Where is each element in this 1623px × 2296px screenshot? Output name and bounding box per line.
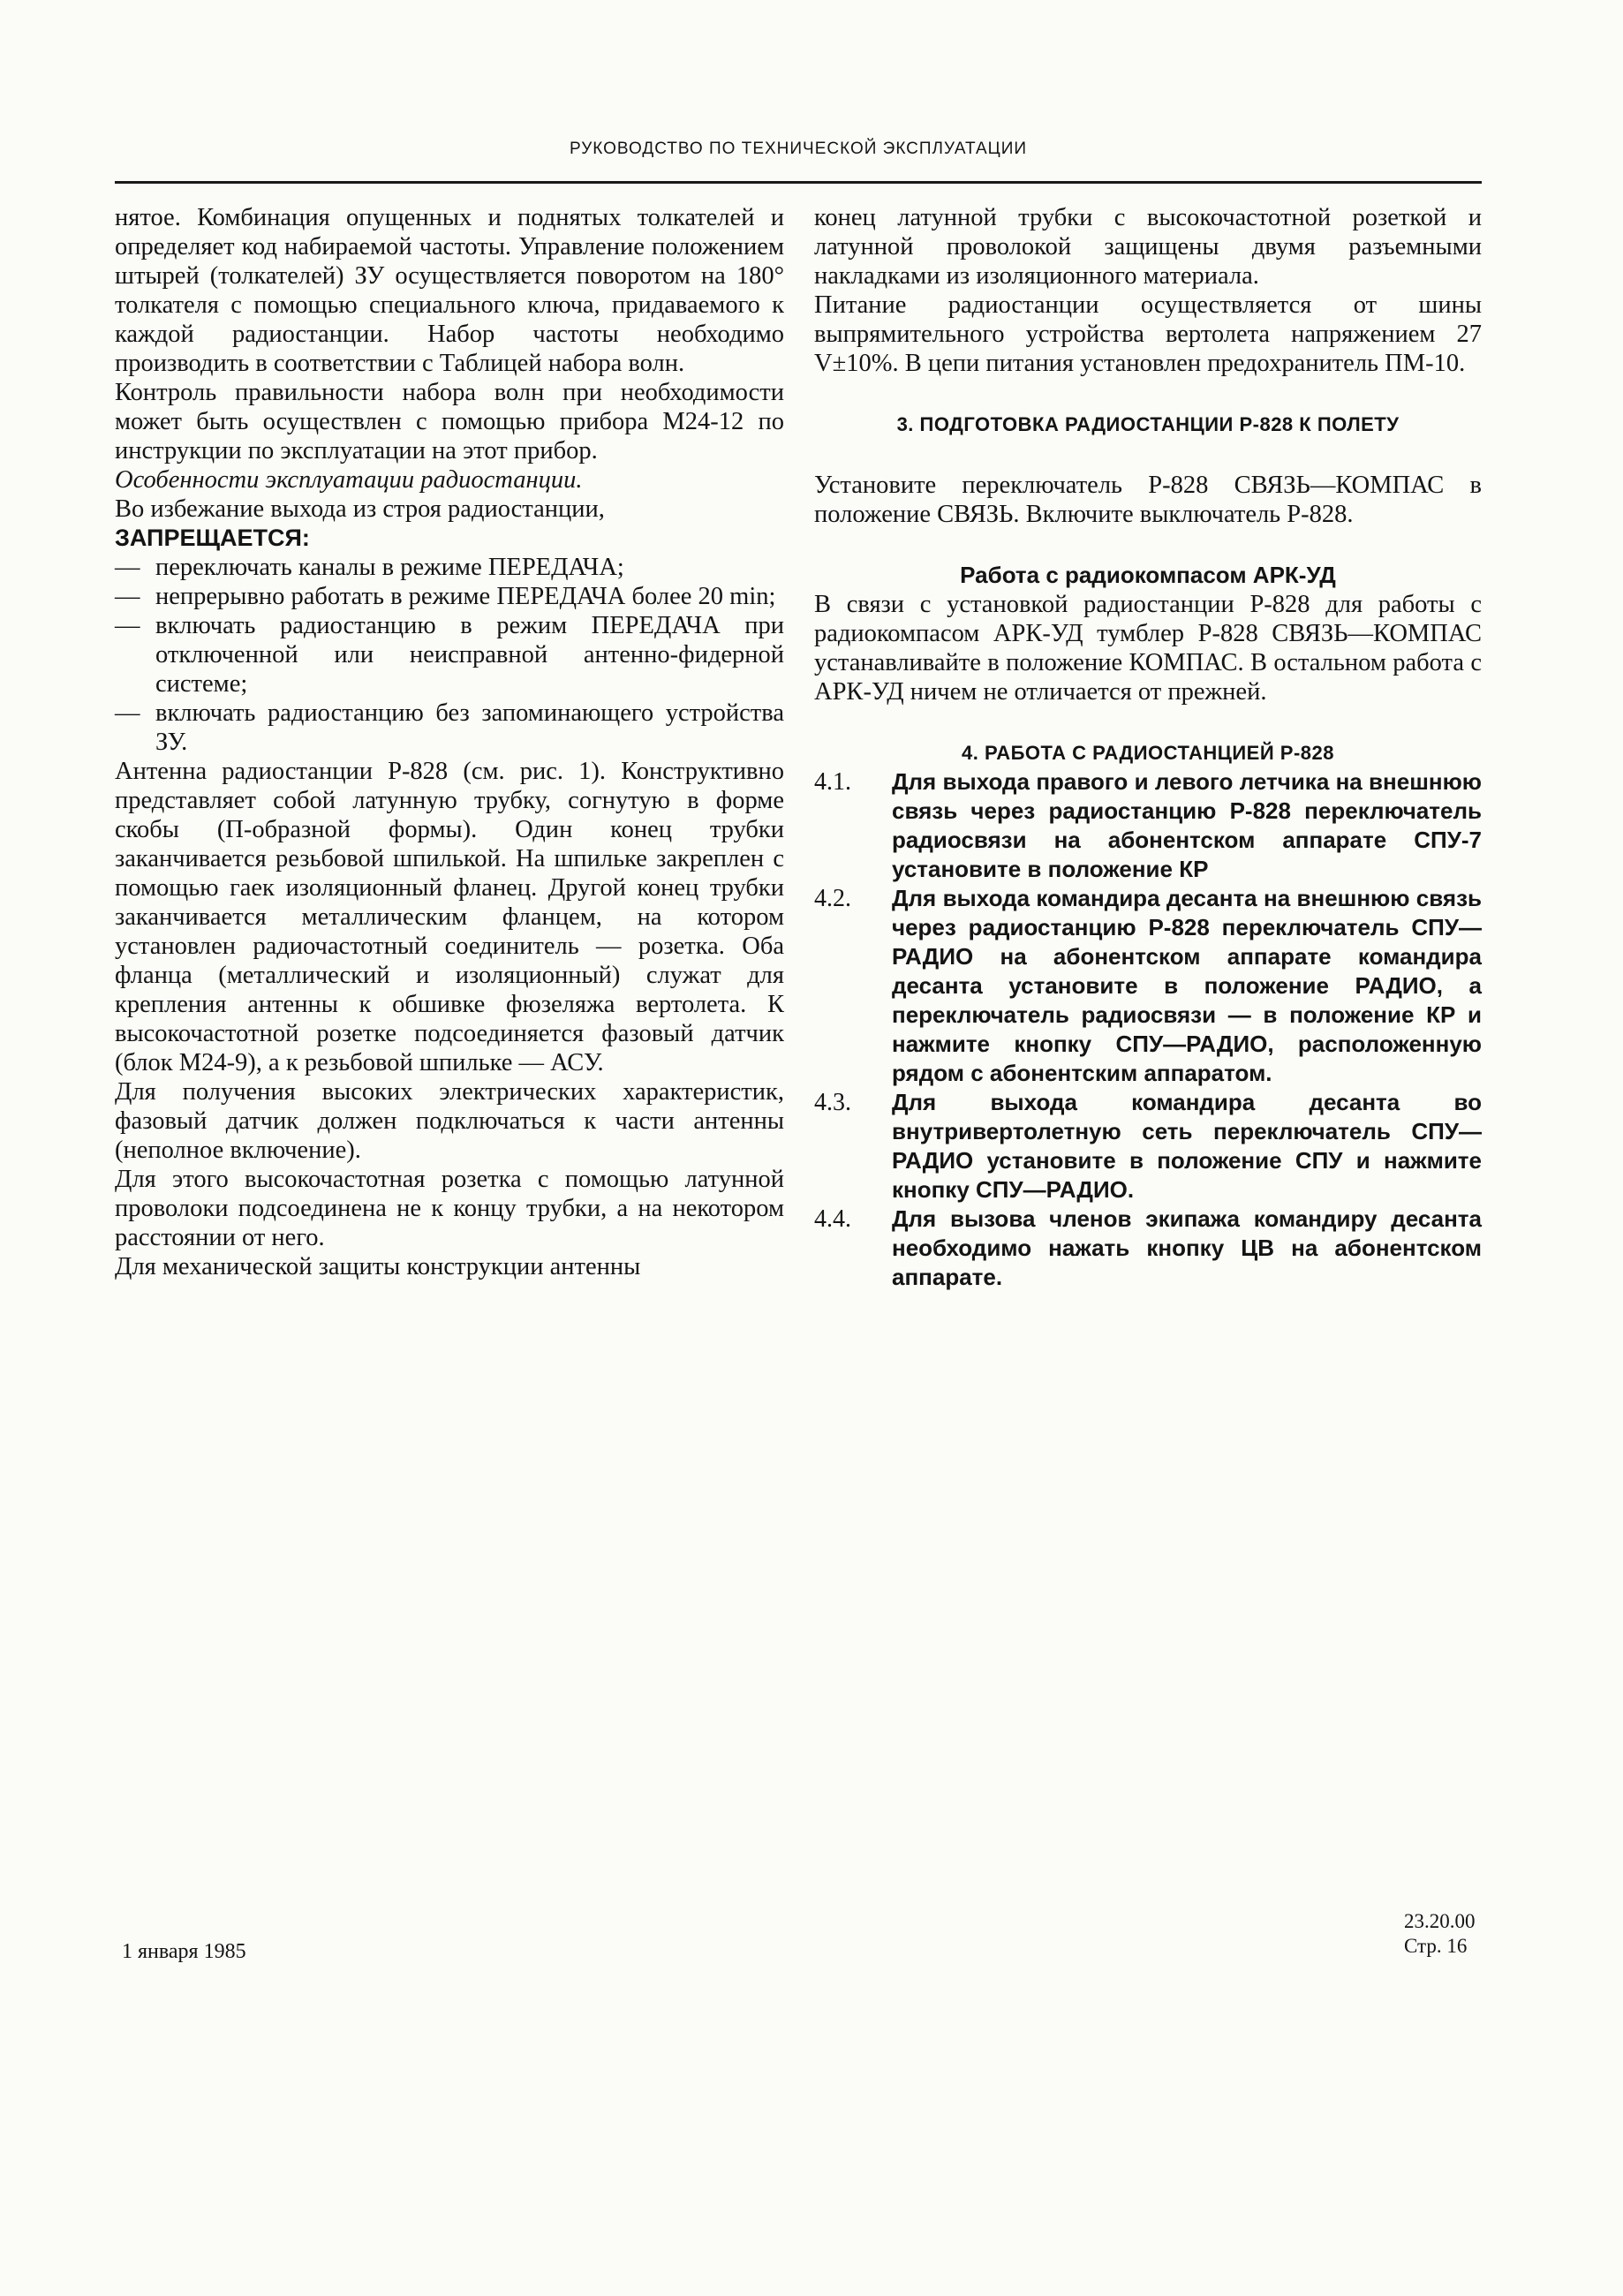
paragraph: Контроль правильности набора волн при необходимости может быть осуществлен с помощью прибора М24-12 по инструкции по эксплуатации на этот прибор. [115, 379, 784, 464]
item-text: Для вызова членов экипажа командиру десанта необходимо нажать кнопку ЦВ на абонентском аппарате. [892, 1205, 1482, 1290]
paragraph: нятое. Комбинация опущенных и поднятых толкателей и определяет код набираемой частоты. Управление положением штырей (толкателей) ЗУ осуществляется поворотом на 180° толкателя с помощью специального ключа, придаваемого к каждой радиостанции. Набор частоты необходимо производить в соответствии с Таблицей набора волн. [115, 204, 784, 377]
section-4-title: 4. РАБОТА С РАДИОСТАНЦИЕЙ Р-828 [962, 742, 1334, 764]
page-number: Стр. 16 [1404, 1935, 1468, 1957]
list-item [115, 553, 784, 582]
list-item-text: включать радиостанцию в режим ПЕРЕДАЧА при отключенной или неисправной антенно-фидерной системе; [155, 612, 784, 698]
list-item [115, 699, 784, 757]
list-item-text: непрерывно работать в режиме ПЕРЕДАЧА более 20 min; [155, 583, 776, 610]
section-3-title: 3. ПОДГОТОВКА РАДИОСТАНЦИИ Р-828 К ПОЛЕТУ [896, 413, 1400, 435]
item-number: 4.1. [814, 768, 851, 796]
page-header: РУКОВОДСТВО ПО ТЕХНИЧЕСКОЙ ЭКСПЛУАТАЦИИ [569, 140, 1028, 158]
header-rule [115, 181, 1482, 184]
dash-marker: — [115, 583, 140, 610]
item-number: 4.3. [814, 1089, 851, 1116]
footer-reference [1404, 1909, 1476, 1959]
paragraph: Антенна радиостанции Р-828 (см. рис. 1). Конструктивно представляет собой латунную трубку, согнутую в форме скобы (П-образной формы). Один конец трубки заканчивается резьбовой шпилькой. На шпильке закреплен с помощью гаек изоляционный фланец. Другой конец трубки заканчивается металлическим фланцем, на котором установлен радиочастотный соединитель — розетка. Оба фланца (металлический и изоляционный) служат для крепления антенны к обшивке фюзеляжа вертолета. К высокочастотной розетке подсоединяется фазовый датчик (блок М24-9), а к резьбовой шпильке — АСУ. [115, 758, 784, 1076]
paragraph: Для этого высокочастотная розетка с помощью латунной проволоки подсоединена не к концу трубки, а на некотором расстоянии от него. [115, 1166, 784, 1251]
right-column [814, 203, 1482, 1292]
footer-date: 1 января 1985 [122, 1940, 246, 1963]
italic-subheading: Особенности эксплуатации радиостанции. [115, 466, 583, 494]
paragraph: Для получения высоких электрических характеристик, фазовый датчик должен подключаться к части антенны (неполное включение). [115, 1078, 784, 1164]
numbered-item [814, 1088, 1482, 1205]
list-item [115, 582, 784, 611]
left-column [115, 203, 784, 1281]
document-code: 23.20.00 [1404, 1910, 1476, 1932]
list-item-text: переключать каналы в режиме ПЕРЕДАЧА; [155, 554, 624, 581]
item-text: Для выхода правого и левого летчика на внешнюю связь через радиостанцию Р-828 переключатель радиосвязи на абонентском аппарате СПУ-7 установите в положение КР [892, 768, 1482, 882]
numbered-item [814, 767, 1482, 884]
paragraph: Во избежание выхода из строя радиостанции, [115, 495, 605, 523]
dash-marker: — [115, 554, 140, 581]
item-text: Для выхода командира десанта во внутривертолетную сеть переключатель СПУ—РАДИО установите в положение СПУ и нажмите кнопку СПУ—РАДИО. [892, 1089, 1482, 1203]
item-text: Для выхода командира десанта на внешнюю связь через радиостанцию Р-828 переключатель СПУ—РАДИО на абонентском аппарате командира десанта установите в положение РАДИО, а переключатель радиосвязи — в положение КР и нажмите кнопку СПУ—РАДИО, расположенную рядом с абонентским аппаратом. [892, 885, 1482, 1086]
paragraph: Питание радиостанции осуществляется от шины выпрямительного устройства вертолета напряжением 27 V±10%. В цепи питания установлен предохранитель ПМ-10. [814, 291, 1482, 377]
paragraph: Для механической защиты конструкции антенны [115, 1253, 641, 1280]
numbered-item [814, 1205, 1482, 1292]
numbered-item [814, 884, 1482, 1088]
list-item-text: включать радиостанцию без запоминающего устройства ЗУ. [155, 699, 784, 756]
ark-subtitle: Работа с радиокомпасом АРК-УД [960, 562, 1336, 588]
item-number: 4.4. [814, 1205, 851, 1233]
list-item [115, 611, 784, 699]
dash-marker: — [115, 612, 140, 639]
warning-heading: ЗАПРЕЩАЕТСЯ: [115, 525, 310, 551]
paragraph: В связи с установкой радиостанции Р-828 для работы с радиокомпасом АРК-УД тумблер Р-828 СВЯЗЬ—КОМПАС устанавливайте в положение КОМПАС. В остальном работа с АРК-УД ничем не отличается от прежней. [814, 591, 1482, 706]
dash-marker: — [115, 699, 140, 727]
item-number: 4.2. [814, 885, 851, 912]
paragraph: Установите переключатель Р-828 СВЯЗЬ—КОМПАС в положение СВЯЗЬ. Включите выключатель Р-828. [814, 472, 1482, 528]
paragraph: конец латунной трубки с высокочастотной розеткой и латунной проволокой защищены двумя разъемными накладками из изоляционного материала. [814, 204, 1482, 290]
